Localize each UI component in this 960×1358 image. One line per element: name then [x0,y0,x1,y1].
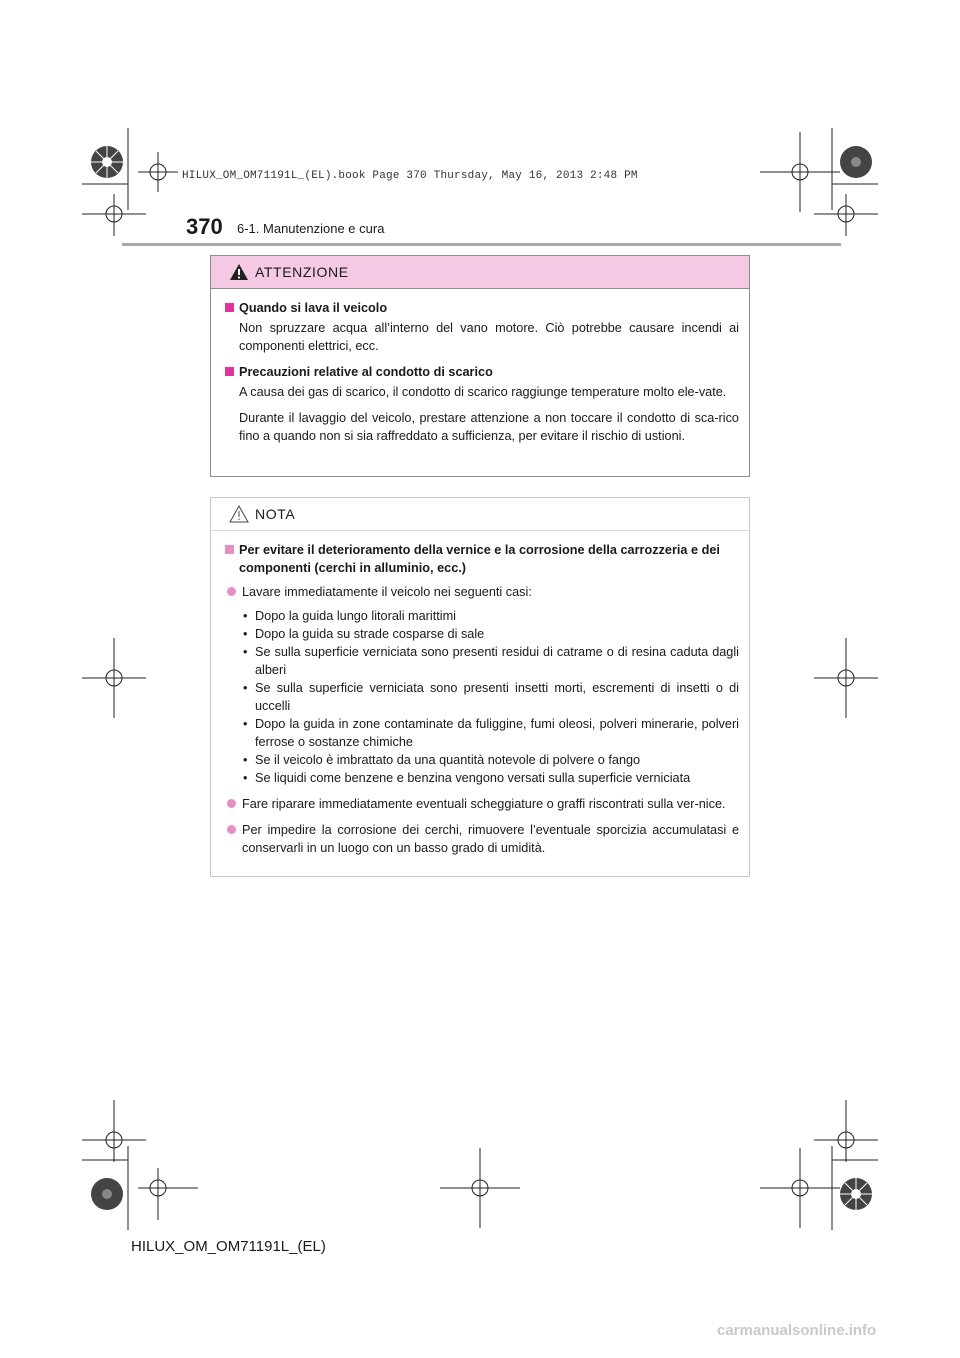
note-heading: Per evitare il deterioramento della vernice e la corrosione della carrozzeria e dei componenti (cerchi in alluminio, ecc.) [225,541,739,577]
square-bullet-icon [225,545,234,554]
warning-paragraph: A causa dei gas di scarico, il condotto di scarico raggiunge temperature molto ele-vate. [239,385,727,399]
note-header [211,498,749,531]
warning-header [211,256,749,289]
list-item: • Se liquidi come benzene e benzina vengono versati sulla superficie verniciata [225,769,739,787]
warning-body [211,289,749,445]
list-item: • Se il veicolo è imbrattato da una quantità notevole di polvere o fango [225,751,739,769]
warning-heading: Quando si lava il veicolo [225,299,739,317]
page-number: 370 [186,214,223,239]
watermark: carmanualsonline.info [717,1322,877,1339]
warning-title: ATTENZIONE [255,264,349,280]
warning-box [210,255,750,477]
list-item: • Dopo la guida su strade cosparse di sale [225,625,739,643]
circle-bullet-icon [227,587,236,596]
list-item: • Dopo la guida lungo litorali marittimi [225,607,739,625]
list-item: • Se sulla superficie verniciata sono presenti insetti morti, escrementi di insetti o di uccelli [225,679,739,715]
square-bullet-icon [225,367,234,376]
note-item: Lavare immediatamente il veicolo nei seguenti casi: [225,583,739,601]
note-sub-list [225,607,739,787]
circle-bullet-icon [227,799,236,808]
warning-heading: Precauzioni relative al condotto di scarico [225,363,739,381]
note-item: Fare riparare immediatamente eventuali scheggiature o graffi riscontrati sulla ver-nice. [225,795,739,813]
list-item: • Se sulla superficie verniciata sono presenti residui di catrame o di resina caduta dagli alberi [225,643,739,679]
square-bullet-icon [225,303,234,312]
warning-paragraph: Durante il lavaggio del veicolo, prestare attenzione a non toccare il condotto di sca-rico fino a quando non si sia raffreddato a sufficienza, per evitare il rischio di ustioni. [239,411,739,443]
note-box [210,497,750,877]
warning-paragraph: Non spruzzare acqua all’interno del vano motore. Ciò potrebbe causare incendi ai componenti elettrici, ecc. [239,321,739,353]
list-item: • Dopo la guida in zone contaminate da fuliggine, fumi oleosi, polveri minerarie, polveri ferrose o sostanze chimiche [225,715,739,751]
note-title: NOTA [255,506,296,522]
document-code: HILUX_OM_OM71191L_(EL) [131,1238,326,1255]
print-info-line: HILUX_OM_OM71191L_(EL).book Page 370 Thursday, May 16, 2013 2:48 PM [182,170,638,182]
header-rule [122,243,841,246]
note-body [211,531,749,857]
circle-bullet-icon [227,825,236,834]
warning-triangle-icon [229,263,249,281]
note-item: Per impedire la corrosione dei cerchi, rimuovere l’eventuale sporcizia accumulatasi e conservarli in un luogo con un basso grado di umidità. [225,821,739,857]
caution-triangle-outline-icon [229,505,249,523]
section-title: 6-1. Manutenzione e cura [237,221,385,236]
